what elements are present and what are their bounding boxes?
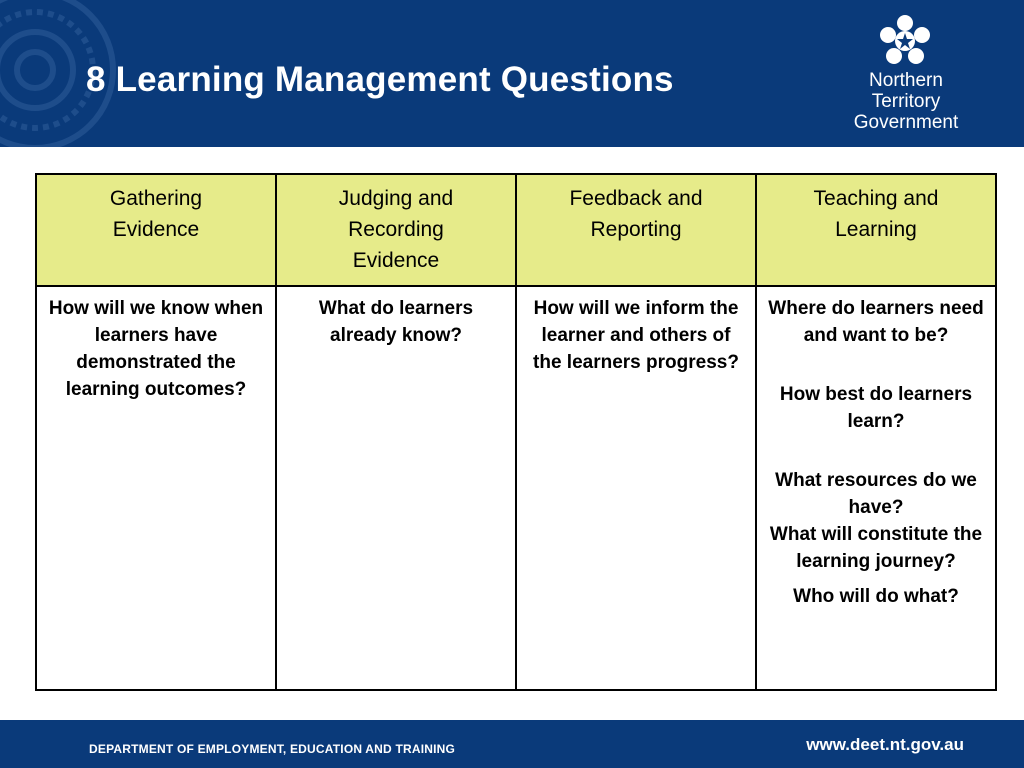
department-name: DEPARTMENT OF EMPLOYMENT, EDUCATION AND TRAINING xyxy=(89,742,456,756)
table-cell xyxy=(36,286,276,690)
header-line: Evidence xyxy=(352,249,440,272)
question-text: How best do learners learn? xyxy=(779,384,973,432)
question-text: Who will do what? xyxy=(793,586,959,607)
header-line: Reporting xyxy=(590,218,682,241)
header-line: Recording xyxy=(348,218,444,241)
nt-government-logo xyxy=(838,14,974,138)
table-cell xyxy=(516,286,756,690)
header-line: Learning xyxy=(835,218,917,241)
logo-text-line: Government xyxy=(853,112,959,133)
header-line: Teaching and xyxy=(813,187,939,210)
header-line: Evidence xyxy=(112,218,200,241)
page-title: 8 Learning Management Questions xyxy=(86,60,674,99)
footer-bar xyxy=(0,720,1024,768)
header-line: Gathering xyxy=(109,187,203,210)
question-text: What will constitute the learning journey? xyxy=(769,524,983,572)
question-text: How will we inform the learner and others of the learners progress? xyxy=(533,298,739,373)
logo-text xyxy=(838,70,974,133)
table-body-row xyxy=(36,286,996,690)
column-header-teaching-learning xyxy=(756,174,996,286)
table-cell xyxy=(276,286,516,690)
header-line: Feedback and xyxy=(569,187,703,210)
logo-text-line: Territory xyxy=(871,91,941,112)
table-cell xyxy=(756,286,996,690)
flower-logo-icon xyxy=(878,14,932,68)
website-link[interactable]: www.deet.nt.gov.au xyxy=(806,735,964,754)
column-header-judging-recording xyxy=(276,174,516,286)
header-line: Judging and xyxy=(338,187,454,210)
table-header-row xyxy=(36,174,996,286)
questions-table xyxy=(35,173,997,691)
column-header-feedback-reporting xyxy=(516,174,756,286)
header-banner xyxy=(0,0,1024,147)
question-text: What do learners already know? xyxy=(318,298,474,346)
column-header-gathering-evidence xyxy=(36,174,276,286)
question-text: How will we know when learners have demonstrated the learning outcomes? xyxy=(48,298,264,400)
logo-text-line: Northern xyxy=(869,70,943,91)
question-text: Where do learners need and want to be? xyxy=(768,298,984,346)
question-text: What resources do we have? xyxy=(775,470,977,518)
